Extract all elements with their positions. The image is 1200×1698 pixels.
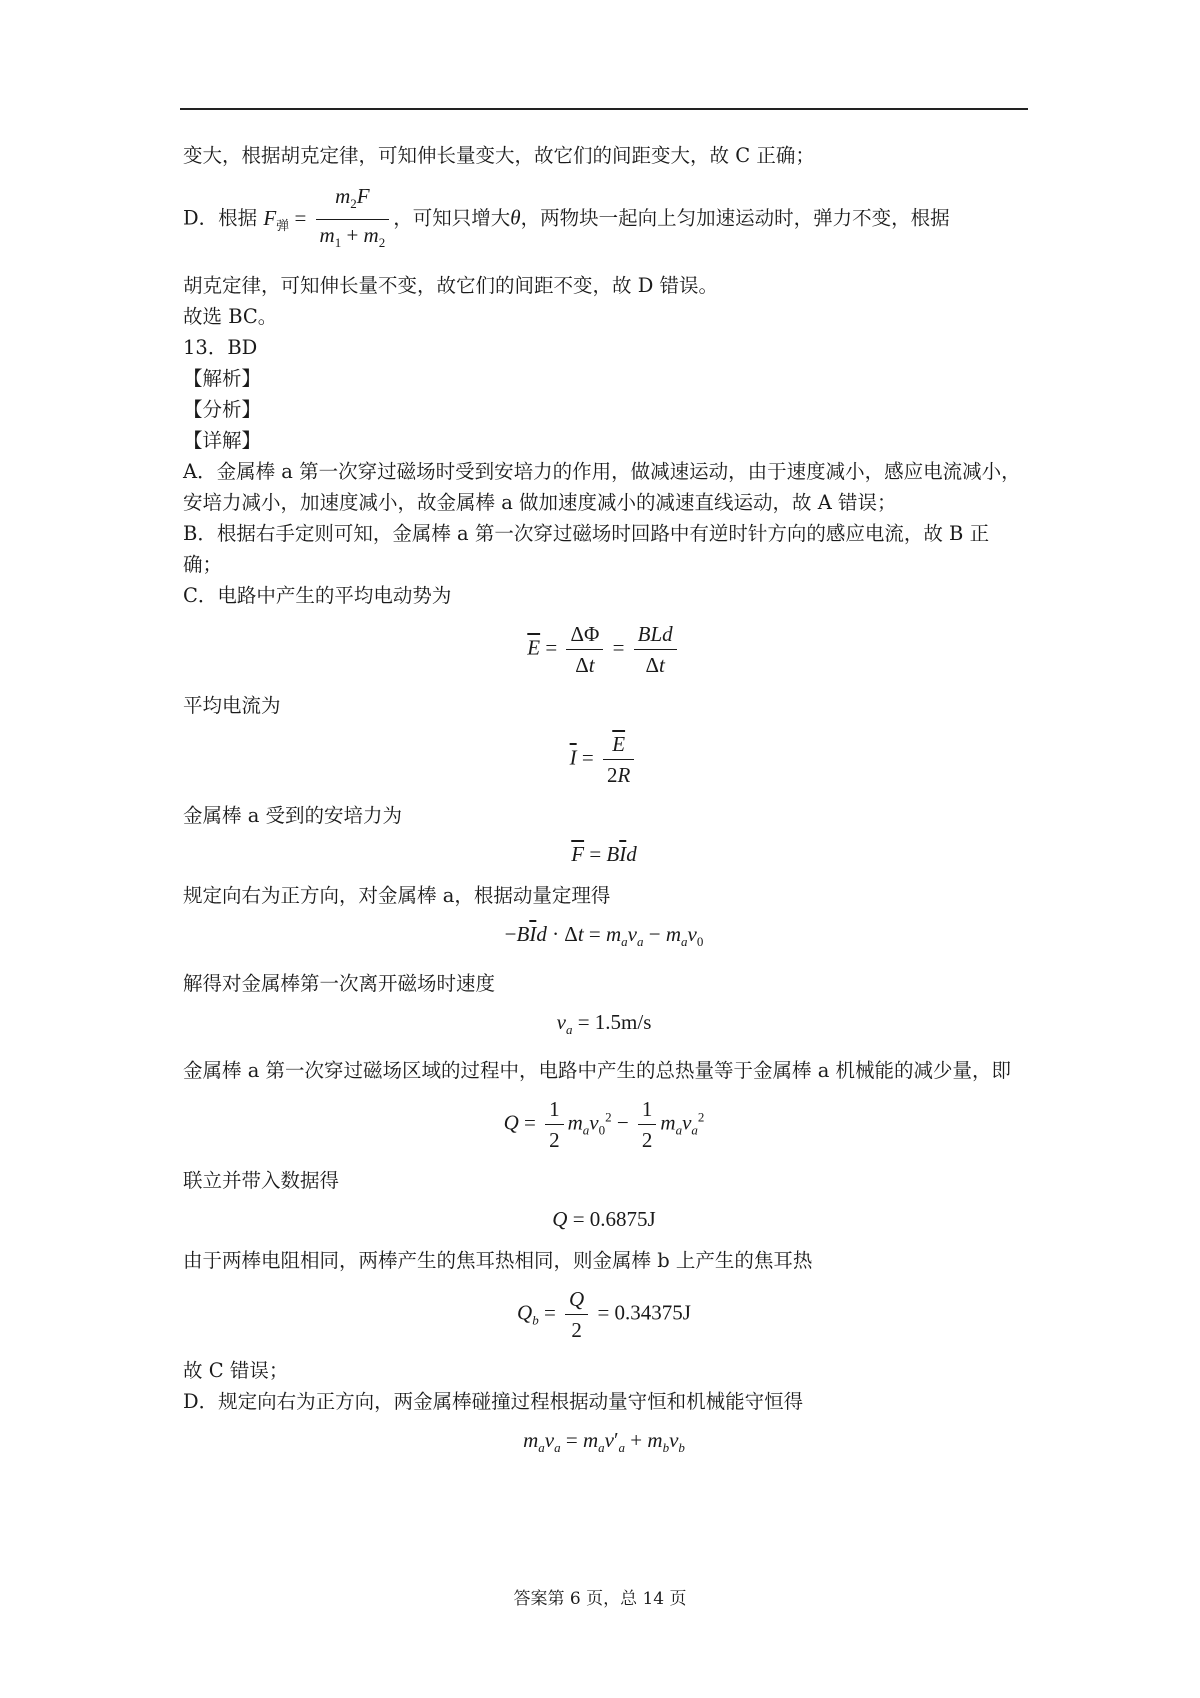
section-heading: 【分析】	[183, 398, 262, 422]
section-heading: 【详解】	[183, 429, 262, 453]
option-a-text: A．金属棒 a 第一次穿过磁场时受到安培力的作用，做减速运动，由于速度减小，感应电流减小，安培力减小，加速度减小，故金属棒 a 做加速度减小的减速直线运动，故 A 错误；	[183, 460, 1021, 515]
option-b-text: B．根据右手定则可知，金属棒 a 第一次穿过磁场时回路中有逆时针方向的感应电流，故 B 正确；	[183, 522, 990, 577]
equation-heat-value: Q = 0.6875J	[552, 1206, 656, 1231]
equation-current: $\overline{I}$ = $\frac{\overline{E}}{2R}$	[183, 729, 1025, 790]
text-paragraph: 金属棒 a 第一次穿过磁场区域的过程中，电路中产生的总热量等于金属棒 a 机械能的减少量，即	[183, 1058, 1012, 1082]
equation-momentum-theorem: $-B\overline{I}d \cdot \Delta t = m_av_a - m_av_0$	[504, 922, 704, 950]
section-heading: 【解析】	[183, 367, 262, 391]
text-line: 金属棒 a 受到的安培力为	[183, 804, 403, 828]
page-footer: 答案第 6 页，总 14 页	[513, 1589, 687, 1609]
header-rule	[180, 108, 1028, 110]
question-number: 13．BD	[183, 336, 258, 360]
equation-emf: $\overline{E}$ = $\frac{\Delta\Phi}{\Delta t}$ = $\frac{\text{BLd}}{\Delta t}$	[183, 619, 1025, 680]
equation-force: $\overline{F} = B\overline{I}d$	[571, 842, 637, 867]
option-d-text: D．规定向右为正方向，两金属棒碰撞过程根据动量守恒和机械能守恒得	[183, 1389, 804, 1413]
equation-heat: Q = $\frac{1}{2}$ $m_av_0^2$ − $\frac{1}{2}$ $m_av_a^2$	[183, 1094, 1025, 1155]
solution-content	[183, 140, 1025, 1473]
text-line: 故选 BC。	[183, 305, 278, 329]
text-line: 平均电流为	[183, 694, 281, 718]
text-line: 解得对金属棒第一次离开磁场时速度	[183, 971, 496, 995]
text-line: 变大，根据胡克定律，可知伸长量变大，故它们的间距变大，故 C 正确；	[183, 144, 815, 167]
text-line: 胡克定律，可知伸长量不变，故它们的间距不变，故 D 错误。	[183, 274, 719, 298]
text-line: 由于两棒电阻相同，两棒产生的焦耳热相同，则金属棒 b 上产生的焦耳热	[183, 1248, 813, 1272]
text-line: 联立并带入数据得	[183, 1168, 340, 1192]
text-line: 故 C 错误；	[183, 1358, 289, 1382]
option-d-line: D．根据 $F_弹$ = $\frac{m_2F}{m_1 + m_2}$ ，可知只增大θ，两物块一起向上匀加速运动时，弹力不变，根据	[183, 181, 1025, 258]
text-line: 规定向右为正方向，对金属棒 a，根据动量定理得	[183, 884, 611, 908]
equation-velocity: $v_a = 1.5m/s$	[556, 1009, 652, 1037]
equation-momentum-conservation: $m_av_a = m_av'_a + m_bv_b$	[523, 1427, 685, 1455]
equation-heat-b: $Q_b$ = $\frac{Q}{2}$ = 0.34375J	[183, 1284, 1025, 1345]
option-c-text: C．电路中产生的平均电动势为	[183, 584, 452, 608]
formula-spring-force: $F_弹$ = $\frac{m_2F}{m_1 + m_2}$	[263, 206, 393, 230]
